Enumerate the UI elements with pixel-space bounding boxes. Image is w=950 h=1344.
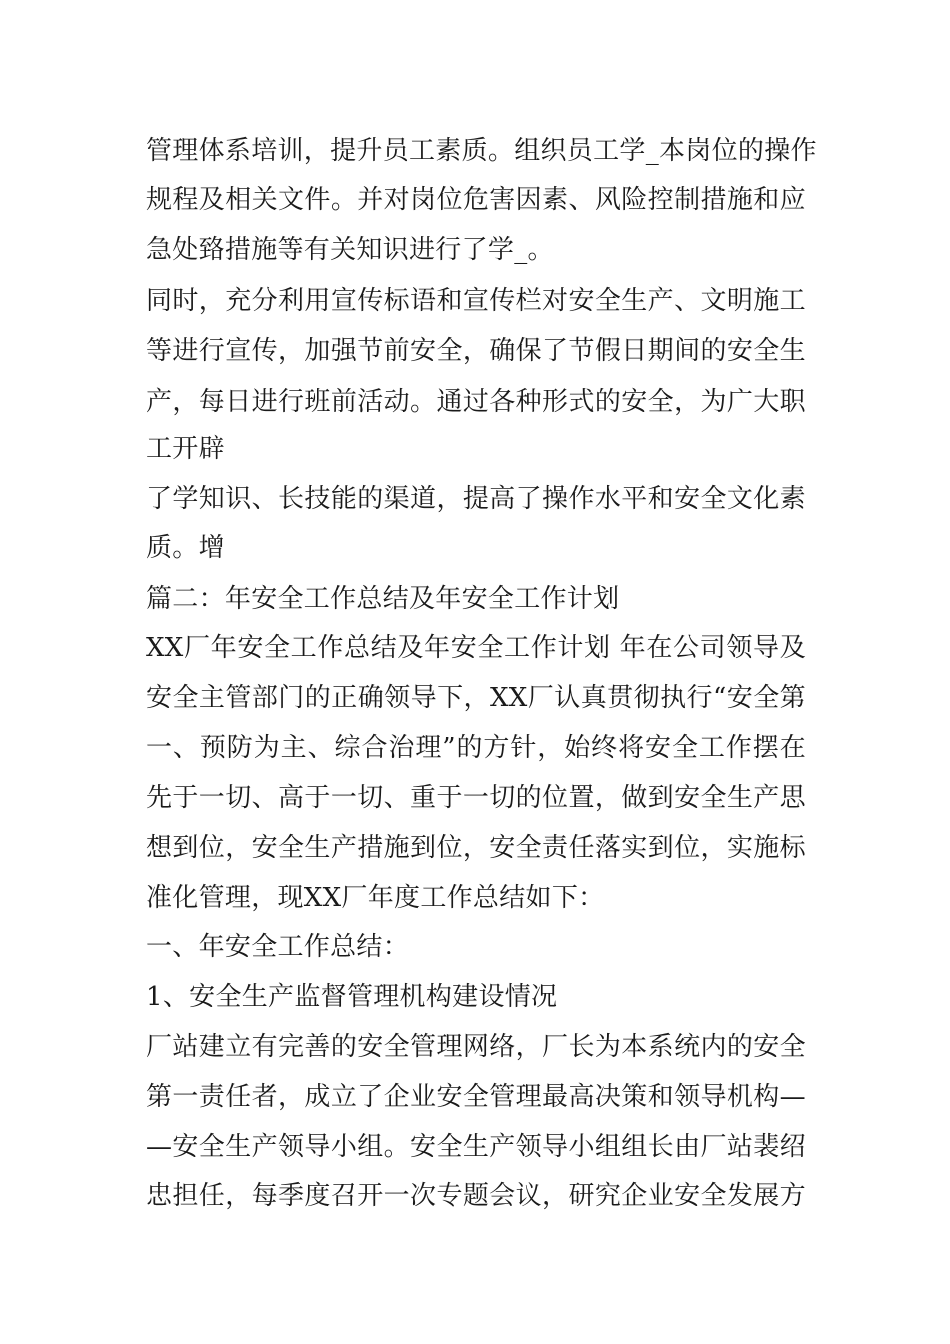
text-line: 第一责任者，成立了企业安全管理最高决策和领导机构— (146, 1082, 806, 1112)
text-line: 先于一切、高于一切、重于一切的位置，做到安全生产思 (146, 783, 806, 813)
text-line: 工开辟 (146, 434, 225, 464)
text-line: 管理体系培训，提升员工素质。组织员工学_本岗位的操作 (146, 136, 817, 166)
subheading: 1、安全生产监督管理机构建设情况 (146, 982, 558, 1012)
text-line: 产，每日进行班前活动。通过各种形式的安全，为广大职 (146, 387, 806, 417)
text-line: 急处臵措施等有关知识进行了学_。 (146, 235, 554, 265)
text-line: 同时，充分利用宣传标语和宣传栏对安全生产、文明施工 (146, 286, 806, 316)
section-heading: 篇二：年安全工作总结及年安全工作计划 (146, 584, 620, 614)
text-line: 忠担任，每季度召开一次专题会议，研究企业安全发展方 (146, 1181, 806, 1211)
text-line: 一、预防为主、综合治理”的方针，始终将安全工作摆在 (146, 733, 806, 763)
subheading: 一、年安全工作总结： (146, 932, 410, 962)
text-line: 准化管理，现XX厂年度工作总结如下： (146, 883, 605, 913)
text-line: 规程及相关文件。并对岗位危害因素、风险控制措施和应 (146, 185, 806, 215)
text-line: 了学知识、长技能的渠道，提高了操作水平和安全文化素 (146, 484, 806, 514)
text-line: 质。增 (146, 533, 225, 563)
text-line: XX厂年安全工作总结及年安全工作计划 年在公司领导及 (146, 633, 806, 663)
text-line: 厂站建立有完善的安全管理网络，厂长为本系统内的安全 (146, 1032, 806, 1062)
text-line: 想到位，安全生产措施到位，安全责任落实到位，实施标 (146, 833, 806, 863)
text-line: 安全主管部门的正确领导下，XX厂认真贯彻执行“安全第 (146, 683, 806, 713)
text-line: 等进行宣传，加强节前安全，确保了节假日期间的安全生 (146, 336, 806, 366)
text-line: —安全生产领导小组。安全生产领导小组组长由厂站裴绍 (146, 1132, 806, 1162)
